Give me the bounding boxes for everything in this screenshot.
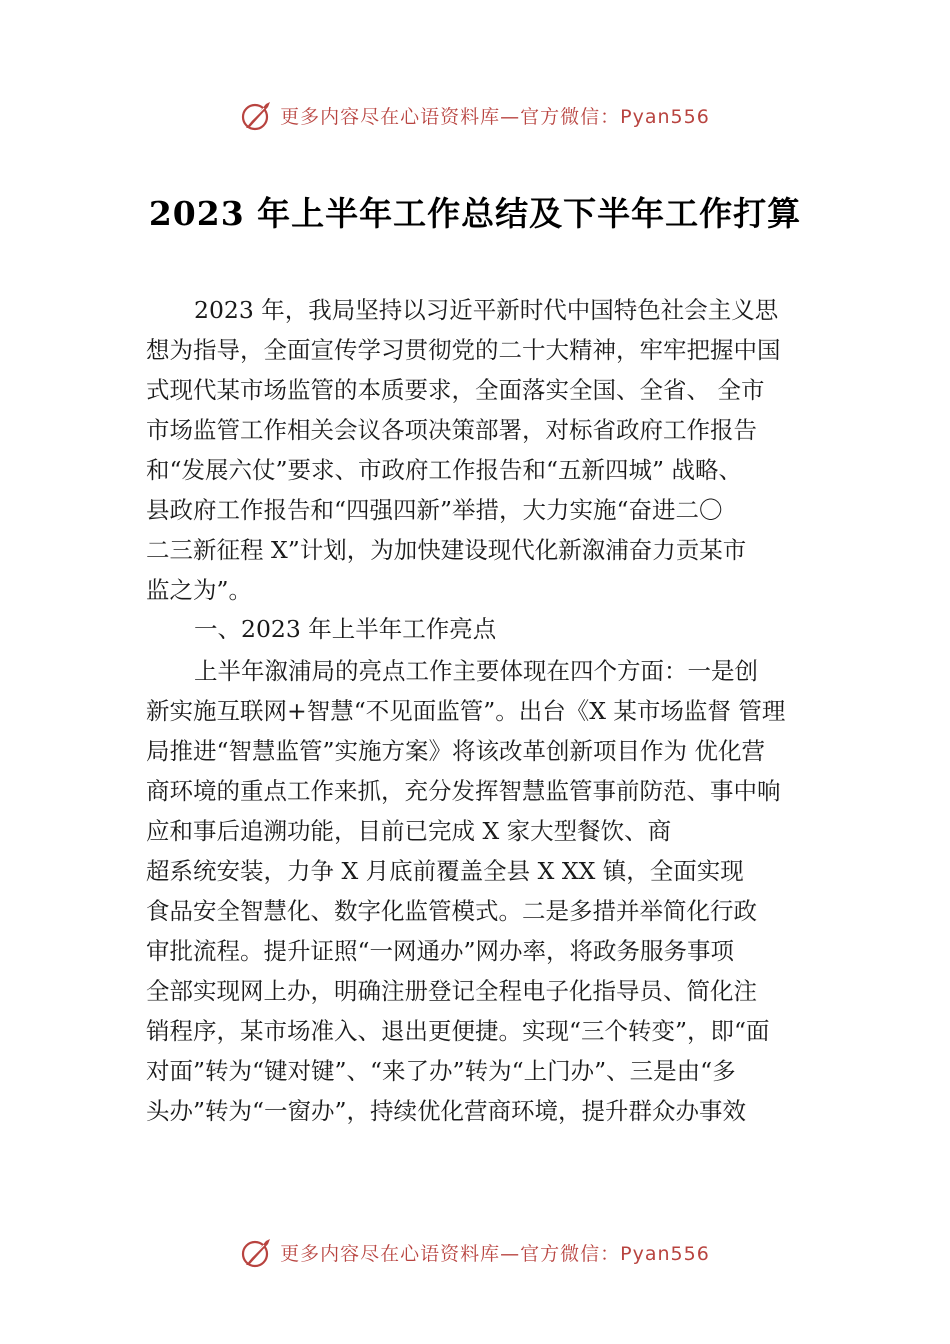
paragraph-line: 食品安全智慧化、数字化监管模式。二是多措并举简化行政 [146, 897, 757, 925]
page-title: 2023 年上半年工作总结及下半年工作打算 [148, 194, 802, 233]
paragraph-line: 局推进“智慧监管”实施方案》将该改革创新项目作为 优化营 [146, 737, 765, 765]
paragraph-line: 和“发展六仗”要求、市政府工作报告和“五新四城” 战略、 [146, 456, 743, 484]
paragraph-line: 想为指导，全面宣传学习贯彻党的二十大精神，牢牢把握中国 [146, 336, 781, 364]
watermark-text: 更多内容尽在心语资料库—官方微信：Pyan556 [280, 1242, 710, 1265]
paragraph-line: 对面”转为“键对键”、“来了办”转为“上门办”、三是由“多 [146, 1057, 736, 1085]
paragraph-line: 市场监管工作相关会议各项决策部署，对标省政府工作报告 [146, 416, 757, 444]
paragraph-line: 商环境的重点工作来抓，充分发挥智慧监管事前防范、事中响 [146, 777, 781, 805]
intro-paragraph [146, 290, 836, 610]
watermark-text: 更多内容尽在心语资料库—官方微信：Pyan556 [280, 105, 710, 128]
paragraph-line: 式现代某市场监管的本质要求，全面落实全国、全省、 全市 [146, 376, 765, 404]
paragraph-line: 应和事后追溯功能，目前已完成 X 家大型餐饮、商 [146, 817, 672, 845]
paragraph-line: 县政府工作报告和“四强四新”举措，大力实施“奋进二〇 [146, 496, 723, 524]
header-watermark [0, 95, 950, 135]
paragraph-line: 监之为”。 [146, 576, 253, 604]
quill-pen-logo [240, 98, 274, 132]
paragraph-line: 新实施互联网+智慧“不见面监管”。出台《X 某市场监督 管理 [146, 697, 786, 725]
quill-pen-logo [240, 1235, 274, 1269]
highlights-paragraph [146, 651, 836, 1131]
paragraph-line: 二三新征程 X”计划，为加快建设现代化新溆浦奋力贡某市 [146, 536, 747, 564]
section-heading [146, 609, 836, 649]
paragraph-line: 销程序，某市场准入、退出更便捷。实现“三个转变”，即“面 [146, 1017, 770, 1045]
section-heading-text: 一、2023 年上半年工作亮点 [194, 615, 497, 643]
paragraph-line: 全部实现网上办，明确注册登记全程电子化指导员、简化注 [146, 977, 757, 1005]
paragraph-line: 审批流程。提升证照“一网通办”网办率，将政务服务事项 [146, 937, 735, 965]
paragraph-line: 超系统安装，力争 X 月底前覆盖全县 X XX 镇，全面实现 [146, 857, 744, 885]
paragraph-line: 上半年溆浦局的亮点工作主要体现在四个方面：一是创 [194, 657, 758, 685]
paragraph-line: 头办”转为“一窗办”，持续优化营商环境，提升群众办事效 [146, 1097, 747, 1125]
paragraph-line: 2023 年，我局坚持以习近平新时代中国特色社会主义思 [194, 296, 779, 324]
footer-watermark [0, 1232, 950, 1272]
